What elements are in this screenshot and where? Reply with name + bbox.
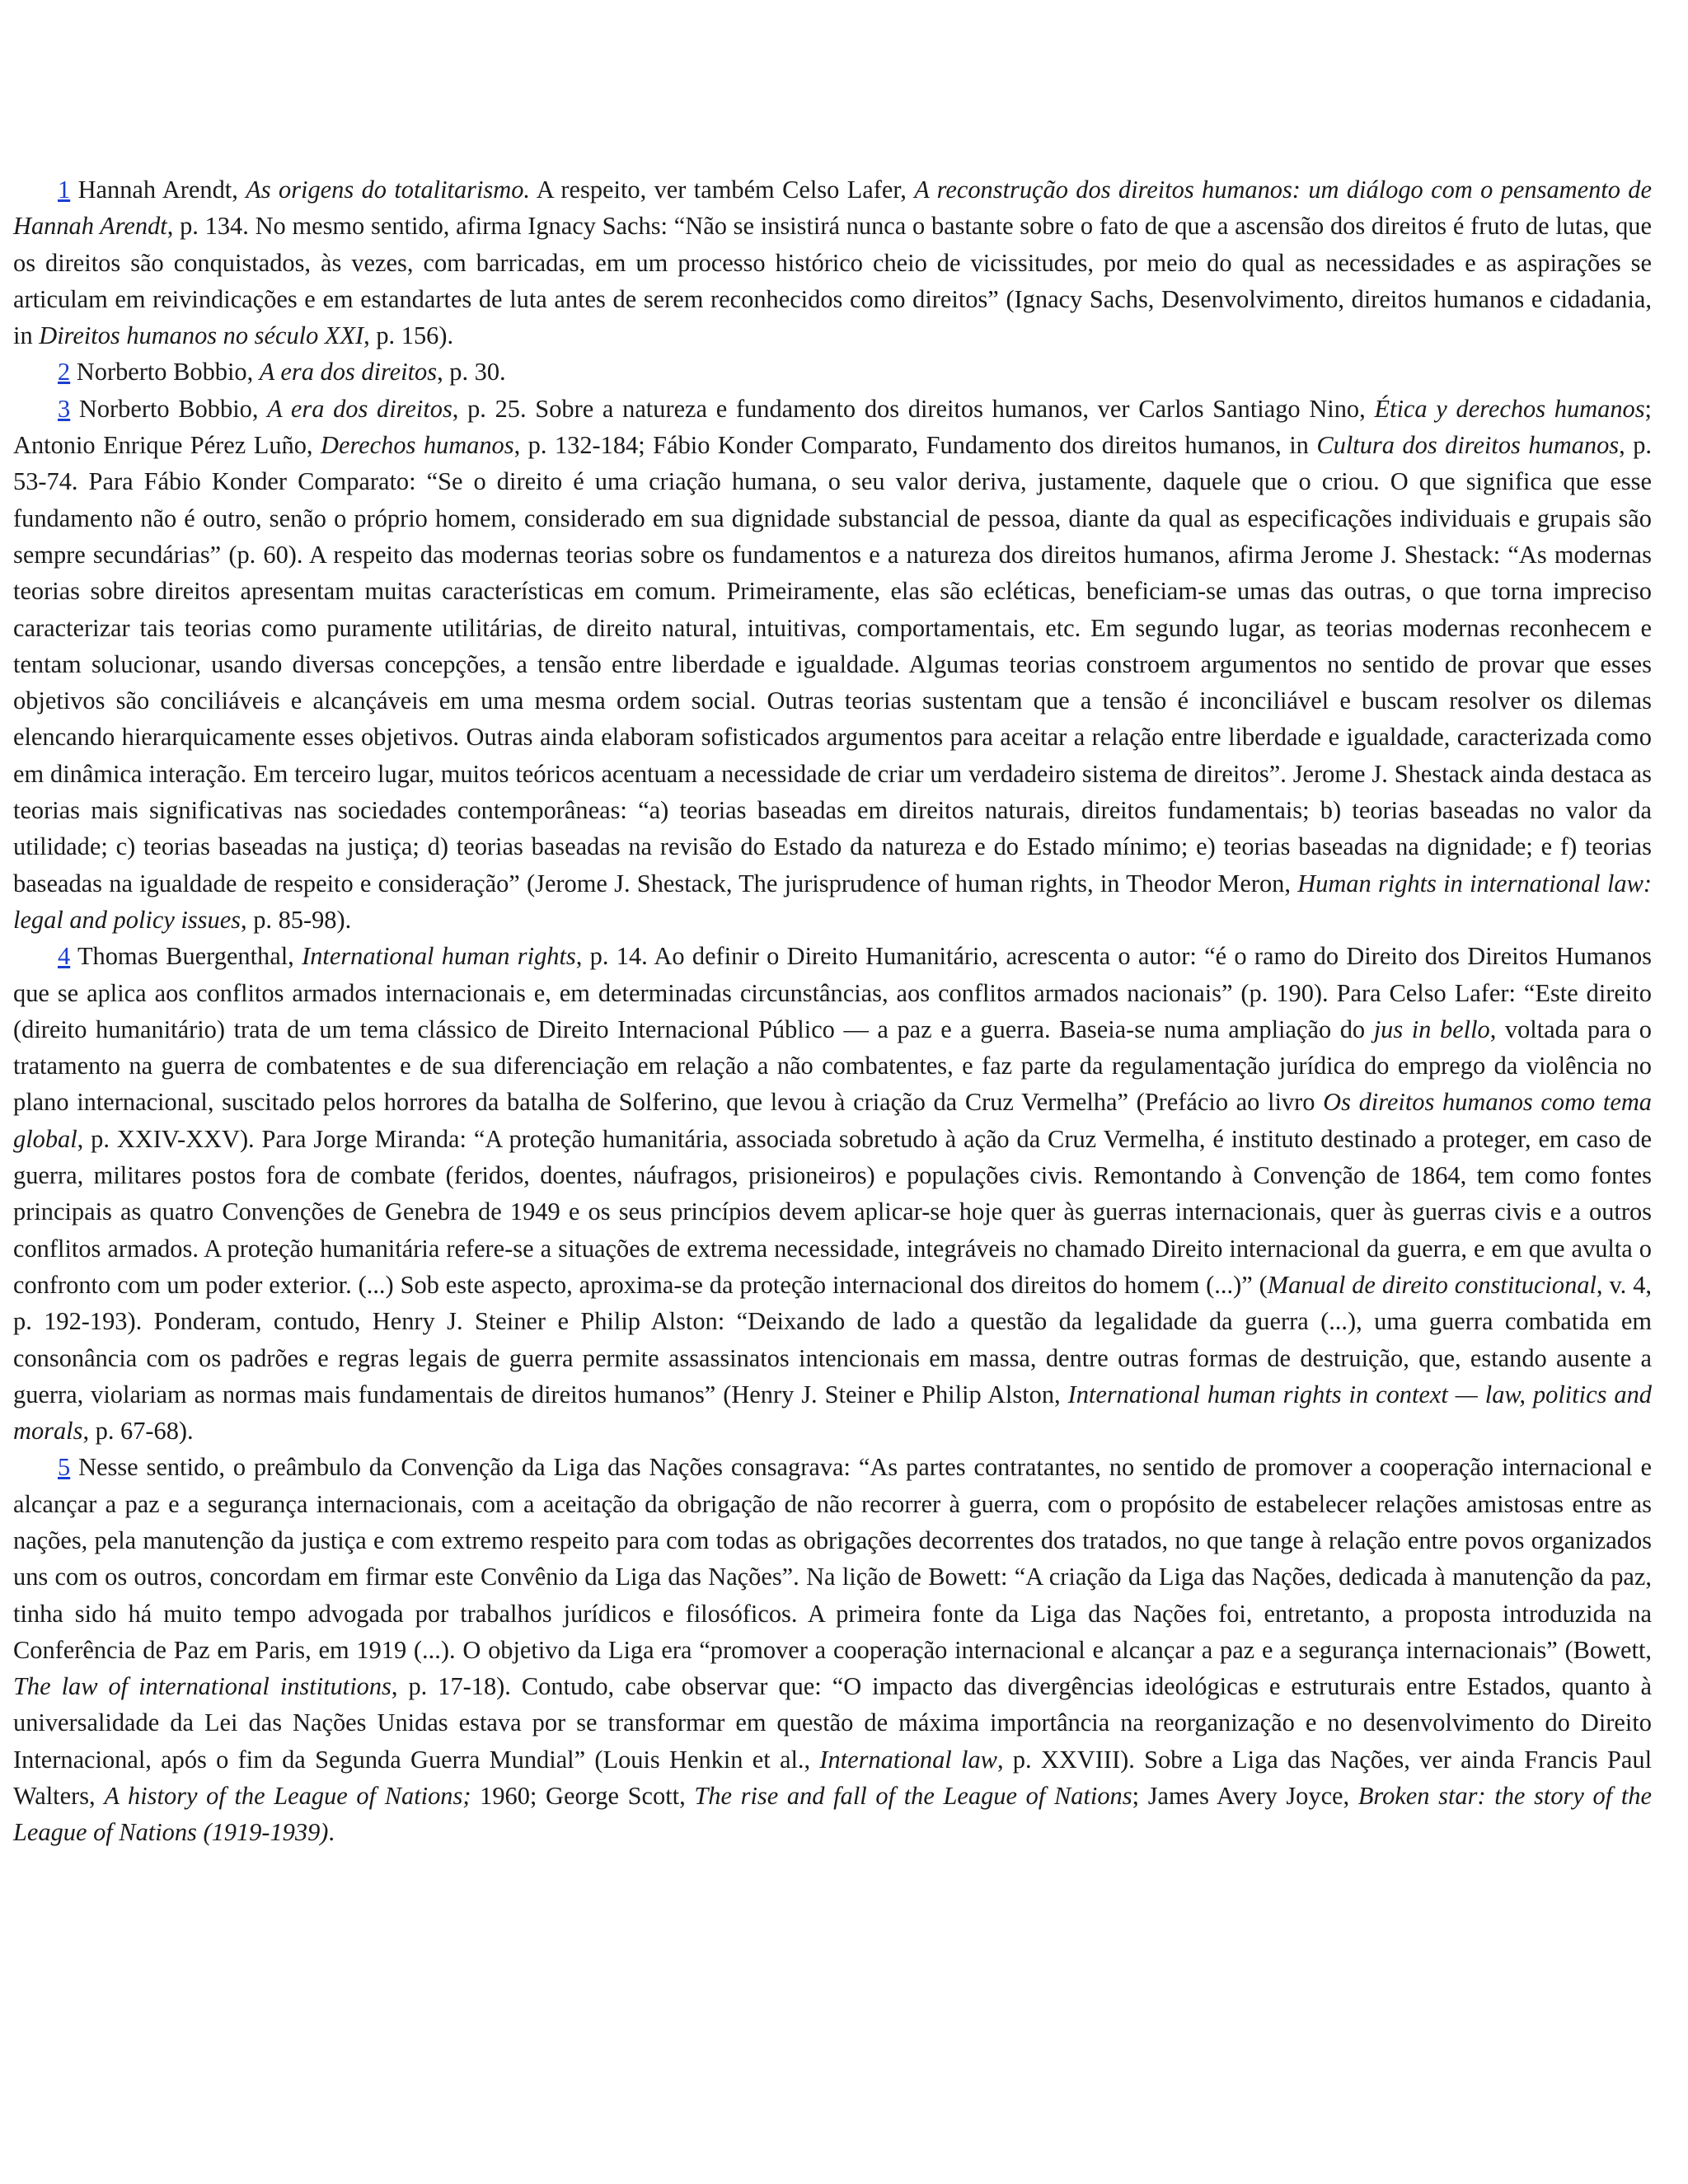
text: Norberto Bobbio, — [70, 358, 260, 387]
text: ; Antonio Enrique Pérez Luño, — [13, 394, 1652, 460]
footnote-5 — [13, 1449, 1652, 1850]
text: Nesse sentido, o preâmbulo da Convenção da Liga das Nações consagrava: “As partes contratantes, no sentido de promover a cooperação internacional e alcançar a paz e a segurança internacionais, com a aceitação da obrigação de não recorrer à guerra, com o propósito de estabelecer relações amistosas entre as nações, pela manutenção da justiça e com extremo respeito para com todas as obrigações decorrentes dos tratados, no que tange à relação entre povos organizados uns com os outros, concordam em firmar este Convênio da Liga das Nações”. Na lição de Bowett: “A criação da Liga das Nações, dedicada à manutenção da paz, tinha sido há muito tempo advogada por trabalhos jurídicos e filosóficos. A primeira fonte da Liga das Nações foi, entretanto, a proposta introduzida na Conferência de Paz em Paris, em 1919 (...). O objetivo da Liga era “promover a cooperação internacional e alcançar a paz e a segurança internacionais” (Bowett, — [13, 1453, 1652, 1664]
italic-title: The rise and fall of the League of Nations — [694, 1782, 1132, 1811]
italic-title: A history of the League of Nations; — [104, 1782, 471, 1811]
text: , p. 67-68). — [82, 1417, 194, 1446]
text: , voltada para o tratamento na guerra de combatentes e de sua diferenciação em relação a não combatentes, e faz parte da regulamentação jurídica do emprego da violência no plano internacional, suscitado pelos horrores da batalha de Solferino, que levou à criação da Cruz Vermelha” (Prefácio ao livro — [13, 1015, 1652, 1117]
italic-title: Derechos humanos — [321, 431, 514, 460]
italic-title: Os direitos humanos como tema global — [13, 1088, 1652, 1153]
italic-title: Human rights in international law: legal and policy issues — [13, 869, 1652, 934]
italic-title: Manual de direito constitucional — [1267, 1270, 1597, 1299]
footnote-4 — [13, 938, 1652, 1449]
italic-title: International human rights — [302, 942, 576, 971]
italic-title: A reconstrução dos direitos humanos: um diálogo com o pensamento de Hannah Arendt — [13, 176, 1652, 241]
text: . — [328, 1818, 335, 1847]
footnote-3-link[interactable]: 3 — [58, 394, 71, 423]
footnote-2 — [13, 354, 1652, 390]
italic-title: A era dos direitos — [259, 358, 438, 387]
text: , p. XXVIII). Sobre a Liga das Nações, ver ainda Francis Paul Walters, — [13, 1745, 1653, 1811]
text: 1960; George Scott, — [471, 1782, 695, 1811]
text: A respeito, ver também Celso Lafer, — [530, 176, 915, 204]
italic-title: The law of international institutions — [13, 1672, 392, 1701]
footnote-3 — [13, 391, 1652, 938]
text: , p. 134. No mesmo sentido, afirma Ignacy Sachs: “Não se insistirá nunca o bastante sobre o fato de que a ascensão dos direitos é fruto de lutas, que os direitos são conquistados, às vezes, com barricadas, em um processo histórico cheio de vicissitudes, por meio do qual as necessidades e as aspirações se articulam em reivindicações e em estandartes de luta antes de serem reconhecidos como direitos” (Ignacy Sachs, Desenvolvimento, direitos humanos e cidadania, in — [13, 212, 1652, 350]
text: , p. 85-98). — [241, 905, 352, 934]
text: Thomas Buergenthal, — [70, 942, 302, 971]
italic-title: International law — [819, 1745, 997, 1774]
footnote-2-link[interactable]: 2 — [58, 358, 71, 387]
text: , v. 4, p. 192-193). Ponderam, contudo, Henry J. Steiner e Philip Alston: “Deixando de lado a questão da legalidade da guerra (...), uma guerra combatida em consonância com os padrões e regras legais de guerra permite assassinatos intencionais em massa, dentre outras formas de destruição, que, estando ausente a guerra, violariam as normas mais fundamentais de direitos humanos” (Henry J. Steiner e Philip Alston, — [13, 1270, 1652, 1408]
text: , p. XXIV-XXV). Para Jorge Miranda: “A proteção humanitária, associada sobretudo à ação da Cruz Vermelha, é instituto destinado a proteger, em caso de guerra, militares postos fora de combate (feridos, doentes, náufragos, prisioneiros) e populações civis. Remontando à Convenção de 1864, tem como fontes principais as quatro Convenções de Genebra de 1949 e os seus princípios devem aplicar-se hoje quer às guerras internacionais, quer às guerras civis e a outros conflitos armados. A proteção humanitária refere-se a situações de extrema necessidade, integráveis no chamado Direito internacional da guerra, e em que avulta o confronto com um poder exterior. (...) Sob este aspecto, aproxima-se da proteção internacional dos direitos do homem (...)” ( — [13, 1124, 1652, 1299]
italic-title: Cultura dos direitos humanos — [1316, 431, 1620, 460]
italic-title: Broken star: the story of the League of Nations (1919-1939) — [13, 1782, 1652, 1847]
text: Norberto Bobbio, — [70, 394, 268, 423]
italic-title: Direitos humanos no século XXI — [39, 321, 364, 350]
text: , p. 25. Sobre a natureza e fundamento dos direitos humanos, ver Carlos Santiago Nino, — [452, 394, 1375, 423]
text: ; James Avery Joyce, — [1132, 1782, 1358, 1811]
italic-title: As origens do totalitarismo. — [246, 176, 531, 204]
text: , p. 17-18). Contudo, cabe observar que: “O impacto das divergências ideológicas e estruturais entre Estados, quanto à universalidade da Lei das Nações Unidas estava por se transformar em questão de máxima importância na reorganização e no desenvolvimento do Direito Internacional, após o fim da Segunda Guerra Mundial” (Louis Henkin et al., — [13, 1672, 1652, 1774]
italic-title: A era dos direitos — [267, 394, 452, 423]
text: , p. 132-184; Fábio Konder Comparato, Fundamento dos direitos humanos, in — [513, 431, 1317, 460]
text: , p. 156). — [363, 321, 454, 350]
text: , p. 53-74. Para Fábio Konder Comparato: “Se o direito é uma criação humana, o seu valor deriva, justamente, daquele que o criou. O que significa que esse fundamento não é outro, senão o próprio homem, considerado em sua dignidade substancial de pessoa, diante da qual as especificações individuais e grupais são sempre secundárias” (p. 60). A respeito das modernas teorias sobre os fundamentos e a natureza dos direitos humanos, afirma Jerome J. Shestack: “As modernas teorias sobre direitos apresentam muitas características em comum. Primeiramente, elas são ecléticas, beneficiam-se umas das outras, o que torna impreciso caracterizar tais teorias como puramente utilitárias, de direito natural, intuitivas, comportamentais, etc. Em segundo lugar, as teorias modernas reconhecem e tentam solucionar, usando diversas concepções, a tensão entre liberdade e igualdade. Algumas teorias constroem argumentos no sentido de provar que esses objetivos são conciliáveis e alcançáveis em uma mesma ordem social. Outras teorias sustentam que a tensão é inconciliável e buscam resolver os dilemas elencando hierarquicamente esses objetivos. Outras ainda elaboram sofisticados argumentos para aceitar a relação entre liberdade e igualdade, caracterizada como em dinâmica interação. Em terceiro lugar, muitos teóricos acentuam a necessidade de criar um verdadeiro sistema de direitos”. Jerome J. Shestack ainda destaca as teorias mais significativas nas sociedades contemporâneas: “a) teorias baseadas em direitos naturais, direitos fundamentais; b) teorias baseadas no valor da utilidade; c) teorias baseadas na justiça; d) teorias baseadas na revisão do Estado da natureza e do Estado mínimo; e) teorias baseadas na dignidade; e f) teorias baseadas na igualdade de respeito e consideração” (Jerome J. Shestack, The jurisprudence of human rights, in Theodor Meron, — [13, 431, 1652, 898]
footnotes-page — [13, 171, 1652, 1851]
footnote-1-link[interactable]: 1 — [58, 176, 71, 204]
italic-title: Ética y derechos humanos — [1374, 394, 1645, 423]
italic-title: International human rights in context — law, politics and morals — [13, 1380, 1652, 1446]
text: , p. 30. — [437, 358, 506, 387]
footnote-4-link[interactable]: 4 — [58, 942, 71, 971]
footnote-5-link[interactable]: 5 — [58, 1453, 71, 1482]
italic-title: jus in bello — [1373, 1015, 1490, 1043]
footnote-1 — [13, 171, 1652, 354]
text: Hannah Arendt, — [70, 176, 246, 204]
text: , p. 14. Ao definir o Direito Humanitário, acrescenta o autor: “é o ramo do Direito dos Direitos Humanos que se aplica aos conflitos armados internacionais e, em determinadas circunstâncias, aos conflitos armados nacionais” (p. 190). Para Celso Lafer: “Este direito (direito humanitário) trata de um tema clássico de Direito Internacional Público — a paz e a guerra. Baseia-se numa ampliação do — [13, 942, 1652, 1043]
